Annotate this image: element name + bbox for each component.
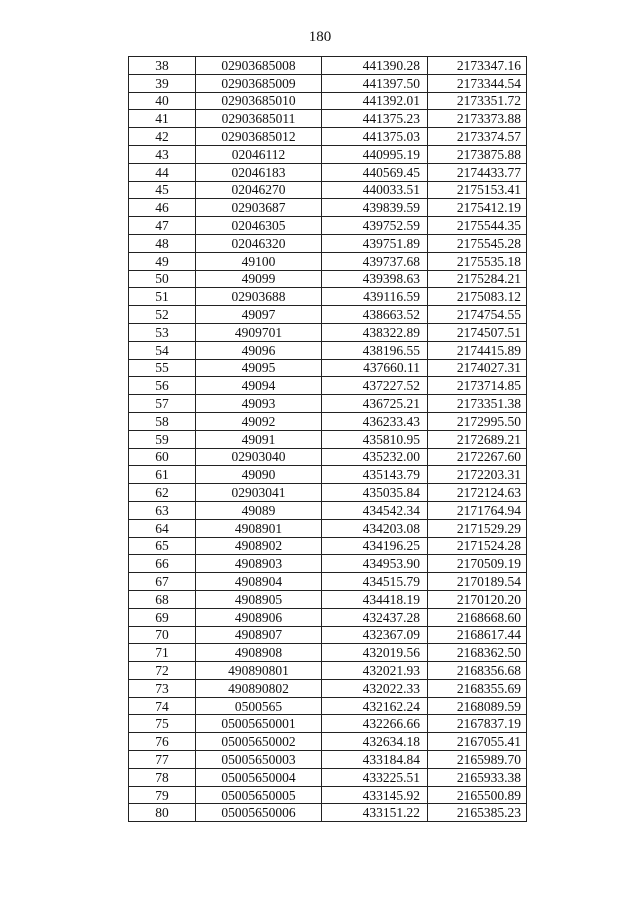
point-code-cell: 02046320 bbox=[196, 234, 322, 252]
table-row bbox=[129, 57, 527, 75]
table-row bbox=[129, 662, 527, 680]
table-row bbox=[129, 323, 527, 341]
point-code-cell: 05005650006 bbox=[196, 804, 322, 822]
y-coordinate-cell: 2174415.89 bbox=[428, 341, 527, 359]
row-number-cell: 59 bbox=[129, 430, 196, 448]
point-code-cell: 05005650004 bbox=[196, 768, 322, 786]
x-coordinate-cell: 439737.68 bbox=[322, 252, 428, 270]
row-number-cell: 79 bbox=[129, 786, 196, 804]
point-code-cell: 49097 bbox=[196, 306, 322, 324]
row-number-cell: 80 bbox=[129, 804, 196, 822]
x-coordinate-cell: 433225.51 bbox=[322, 768, 428, 786]
x-coordinate-cell: 439751.89 bbox=[322, 234, 428, 252]
row-number-cell: 67 bbox=[129, 573, 196, 591]
y-coordinate-cell: 2173344.54 bbox=[428, 74, 527, 92]
x-coordinate-cell: 439116.59 bbox=[322, 288, 428, 306]
page-number: 180 bbox=[308, 29, 332, 45]
y-coordinate-cell: 2170120.20 bbox=[428, 590, 527, 608]
y-coordinate-cell: 2165385.23 bbox=[428, 804, 527, 822]
y-coordinate-cell: 2174754.55 bbox=[428, 306, 527, 324]
point-code-cell: 49095 bbox=[196, 359, 322, 377]
y-coordinate-cell: 2175083.12 bbox=[428, 288, 527, 306]
y-coordinate-cell: 2174027.31 bbox=[428, 359, 527, 377]
x-coordinate-cell: 436725.21 bbox=[322, 395, 428, 413]
y-coordinate-cell: 2168668.60 bbox=[428, 608, 527, 626]
x-coordinate-cell: 441390.28 bbox=[322, 57, 428, 75]
point-code-cell: 4909701 bbox=[196, 323, 322, 341]
row-number-cell: 58 bbox=[129, 412, 196, 430]
y-coordinate-cell: 2172995.50 bbox=[428, 412, 527, 430]
point-code-cell: 02903685012 bbox=[196, 128, 322, 146]
x-coordinate-cell: 441397.50 bbox=[322, 74, 428, 92]
x-coordinate-cell: 434418.19 bbox=[322, 590, 428, 608]
row-number-cell: 66 bbox=[129, 555, 196, 573]
row-number-cell: 47 bbox=[129, 217, 196, 235]
row-number-cell: 54 bbox=[129, 341, 196, 359]
row-number-cell: 53 bbox=[129, 323, 196, 341]
table-row bbox=[129, 448, 527, 466]
row-number-cell: 50 bbox=[129, 270, 196, 288]
row-number-cell: 49 bbox=[129, 252, 196, 270]
y-coordinate-cell: 2171764.94 bbox=[428, 501, 527, 519]
x-coordinate-cell: 434196.25 bbox=[322, 537, 428, 555]
x-coordinate-cell: 433151.22 bbox=[322, 804, 428, 822]
x-coordinate-cell: 433145.92 bbox=[322, 786, 428, 804]
table-row bbox=[129, 537, 527, 555]
y-coordinate-cell: 2165989.70 bbox=[428, 751, 527, 769]
x-coordinate-cell: 432634.18 bbox=[322, 733, 428, 751]
row-number-cell: 55 bbox=[129, 359, 196, 377]
table-row bbox=[129, 697, 527, 715]
point-code-cell: 49096 bbox=[196, 341, 322, 359]
row-number-cell: 63 bbox=[129, 501, 196, 519]
point-code-cell: 02903685008 bbox=[196, 57, 322, 75]
row-number-cell: 52 bbox=[129, 306, 196, 324]
y-coordinate-cell: 2168362.50 bbox=[428, 644, 527, 662]
table-row bbox=[129, 306, 527, 324]
y-coordinate-cell: 2173374.57 bbox=[428, 128, 527, 146]
y-coordinate-cell: 2173714.85 bbox=[428, 377, 527, 395]
row-number-cell: 42 bbox=[129, 128, 196, 146]
point-code-cell: 490890802 bbox=[196, 679, 322, 697]
row-number-cell: 51 bbox=[129, 288, 196, 306]
table-row bbox=[129, 163, 527, 181]
y-coordinate-cell: 2172203.31 bbox=[428, 466, 527, 484]
row-number-cell: 39 bbox=[129, 74, 196, 92]
point-code-cell: 02903685010 bbox=[196, 92, 322, 110]
x-coordinate-cell: 432367.09 bbox=[322, 626, 428, 644]
row-number-cell: 57 bbox=[129, 395, 196, 413]
point-code-cell: 4908903 bbox=[196, 555, 322, 573]
table-row bbox=[129, 430, 527, 448]
point-code-cell: 05005650005 bbox=[196, 786, 322, 804]
x-coordinate-cell: 435143.79 bbox=[322, 466, 428, 484]
table-row bbox=[129, 252, 527, 270]
x-coordinate-cell: 435232.00 bbox=[322, 448, 428, 466]
point-code-cell: 4908904 bbox=[196, 573, 322, 591]
point-code-cell: 02903685011 bbox=[196, 110, 322, 128]
row-number-cell: 44 bbox=[129, 163, 196, 181]
x-coordinate-cell: 435810.95 bbox=[322, 430, 428, 448]
table-row bbox=[129, 341, 527, 359]
table-row bbox=[129, 377, 527, 395]
coordinates-table bbox=[128, 56, 527, 822]
table-body bbox=[129, 57, 527, 822]
point-code-cell: 4908908 bbox=[196, 644, 322, 662]
point-code-cell: 02903040 bbox=[196, 448, 322, 466]
table-row bbox=[129, 751, 527, 769]
table-row bbox=[129, 519, 527, 537]
y-coordinate-cell: 2172689.21 bbox=[428, 430, 527, 448]
x-coordinate-cell: 439398.63 bbox=[322, 270, 428, 288]
row-number-cell: 69 bbox=[129, 608, 196, 626]
x-coordinate-cell: 432022.33 bbox=[322, 679, 428, 697]
point-code-cell: 4908905 bbox=[196, 590, 322, 608]
point-code-cell: 02046112 bbox=[196, 145, 322, 163]
y-coordinate-cell: 2174507.51 bbox=[428, 323, 527, 341]
row-number-cell: 78 bbox=[129, 768, 196, 786]
point-code-cell: 02903041 bbox=[196, 484, 322, 502]
x-coordinate-cell: 439839.59 bbox=[322, 199, 428, 217]
x-coordinate-cell: 432021.93 bbox=[322, 662, 428, 680]
point-code-cell: 4908902 bbox=[196, 537, 322, 555]
y-coordinate-cell: 2170509.19 bbox=[428, 555, 527, 573]
point-code-cell: 49093 bbox=[196, 395, 322, 413]
x-coordinate-cell: 436233.43 bbox=[322, 412, 428, 430]
point-code-cell: 49094 bbox=[196, 377, 322, 395]
point-code-cell: 0500565 bbox=[196, 697, 322, 715]
row-number-cell: 65 bbox=[129, 537, 196, 555]
y-coordinate-cell: 2171529.29 bbox=[428, 519, 527, 537]
y-coordinate-cell: 2175153.41 bbox=[428, 181, 527, 199]
point-code-cell: 05005650002 bbox=[196, 733, 322, 751]
table-row bbox=[129, 786, 527, 804]
table-row bbox=[129, 412, 527, 430]
y-coordinate-cell: 2173373.88 bbox=[428, 110, 527, 128]
table-row bbox=[129, 288, 527, 306]
x-coordinate-cell: 441375.23 bbox=[322, 110, 428, 128]
y-coordinate-cell: 2174433.77 bbox=[428, 163, 527, 181]
table-row bbox=[129, 74, 527, 92]
row-number-cell: 40 bbox=[129, 92, 196, 110]
y-coordinate-cell: 2175544.35 bbox=[428, 217, 527, 235]
table-row bbox=[129, 270, 527, 288]
table-row bbox=[129, 501, 527, 519]
y-coordinate-cell: 2172267.60 bbox=[428, 448, 527, 466]
table-row bbox=[129, 217, 527, 235]
point-code-cell: 4908901 bbox=[196, 519, 322, 537]
point-code-cell: 4908907 bbox=[196, 626, 322, 644]
y-coordinate-cell: 2173351.38 bbox=[428, 395, 527, 413]
y-coordinate-cell: 2175412.19 bbox=[428, 199, 527, 217]
row-number-cell: 64 bbox=[129, 519, 196, 537]
x-coordinate-cell: 440569.45 bbox=[322, 163, 428, 181]
table-row bbox=[129, 804, 527, 822]
table-row bbox=[129, 234, 527, 252]
row-number-cell: 72 bbox=[129, 662, 196, 680]
table-row bbox=[129, 181, 527, 199]
table-row bbox=[129, 359, 527, 377]
point-code-cell: 02903685009 bbox=[196, 74, 322, 92]
x-coordinate-cell: 439752.59 bbox=[322, 217, 428, 235]
row-number-cell: 60 bbox=[129, 448, 196, 466]
row-number-cell: 74 bbox=[129, 697, 196, 715]
y-coordinate-cell: 2168355.69 bbox=[428, 679, 527, 697]
y-coordinate-cell: 2173875.88 bbox=[428, 145, 527, 163]
point-code-cell: 490890801 bbox=[196, 662, 322, 680]
table-row bbox=[129, 768, 527, 786]
table-row bbox=[129, 128, 527, 146]
x-coordinate-cell: 438322.89 bbox=[322, 323, 428, 341]
row-number-cell: 62 bbox=[129, 484, 196, 502]
y-coordinate-cell: 2171524.28 bbox=[428, 537, 527, 555]
row-number-cell: 76 bbox=[129, 733, 196, 751]
table-row bbox=[129, 199, 527, 217]
x-coordinate-cell: 432019.56 bbox=[322, 644, 428, 662]
y-coordinate-cell: 2168089.59 bbox=[428, 697, 527, 715]
point-code-cell: 49100 bbox=[196, 252, 322, 270]
row-number-cell: 38 bbox=[129, 57, 196, 75]
row-number-cell: 77 bbox=[129, 751, 196, 769]
point-code-cell: 49091 bbox=[196, 430, 322, 448]
row-number-cell: 73 bbox=[129, 679, 196, 697]
point-code-cell: 49089 bbox=[196, 501, 322, 519]
y-coordinate-cell: 2168617.44 bbox=[428, 626, 527, 644]
table-row bbox=[129, 679, 527, 697]
table-row bbox=[129, 608, 527, 626]
table-row bbox=[129, 626, 527, 644]
y-coordinate-cell: 2175545.28 bbox=[428, 234, 527, 252]
x-coordinate-cell: 440033.51 bbox=[322, 181, 428, 199]
y-coordinate-cell: 2165933.38 bbox=[428, 768, 527, 786]
row-number-cell: 70 bbox=[129, 626, 196, 644]
x-coordinate-cell: 437227.52 bbox=[322, 377, 428, 395]
x-coordinate-cell: 438196.55 bbox=[322, 341, 428, 359]
table-row bbox=[129, 715, 527, 733]
x-coordinate-cell: 432266.66 bbox=[322, 715, 428, 733]
table-row bbox=[129, 484, 527, 502]
point-code-cell: 49099 bbox=[196, 270, 322, 288]
row-number-cell: 43 bbox=[129, 145, 196, 163]
point-code-cell: 05005650003 bbox=[196, 751, 322, 769]
point-code-cell: 02046270 bbox=[196, 181, 322, 199]
row-number-cell: 48 bbox=[129, 234, 196, 252]
x-coordinate-cell: 432162.24 bbox=[322, 697, 428, 715]
row-number-cell: 45 bbox=[129, 181, 196, 199]
x-coordinate-cell: 434203.08 bbox=[322, 519, 428, 537]
point-code-cell: 02903688 bbox=[196, 288, 322, 306]
row-number-cell: 75 bbox=[129, 715, 196, 733]
row-number-cell: 61 bbox=[129, 466, 196, 484]
row-number-cell: 56 bbox=[129, 377, 196, 395]
point-code-cell: 02903687 bbox=[196, 199, 322, 217]
y-coordinate-cell: 2170189.54 bbox=[428, 573, 527, 591]
x-coordinate-cell: 435035.84 bbox=[322, 484, 428, 502]
table-row bbox=[129, 733, 527, 751]
x-coordinate-cell: 434953.90 bbox=[322, 555, 428, 573]
point-code-cell: 4908906 bbox=[196, 608, 322, 626]
x-coordinate-cell: 441392.01 bbox=[322, 92, 428, 110]
table-row bbox=[129, 92, 527, 110]
x-coordinate-cell: 438663.52 bbox=[322, 306, 428, 324]
table-row bbox=[129, 466, 527, 484]
point-code-cell: 05005650001 bbox=[196, 715, 322, 733]
table-row bbox=[129, 110, 527, 128]
row-number-cell: 46 bbox=[129, 199, 196, 217]
y-coordinate-cell: 2175284.21 bbox=[428, 270, 527, 288]
point-code-cell: 02046183 bbox=[196, 163, 322, 181]
y-coordinate-cell: 2175535.18 bbox=[428, 252, 527, 270]
y-coordinate-cell: 2173351.72 bbox=[428, 92, 527, 110]
table-row bbox=[129, 145, 527, 163]
row-number-cell: 41 bbox=[129, 110, 196, 128]
y-coordinate-cell: 2165500.89 bbox=[428, 786, 527, 804]
x-coordinate-cell: 432437.28 bbox=[322, 608, 428, 626]
y-coordinate-cell: 2172124.63 bbox=[428, 484, 527, 502]
y-coordinate-cell: 2168356.68 bbox=[428, 662, 527, 680]
point-code-cell: 02046305 bbox=[196, 217, 322, 235]
y-coordinate-cell: 2173347.16 bbox=[428, 57, 527, 75]
x-coordinate-cell: 434542.34 bbox=[322, 501, 428, 519]
x-coordinate-cell: 437660.11 bbox=[322, 359, 428, 377]
table-row bbox=[129, 590, 527, 608]
table-row bbox=[129, 573, 527, 591]
x-coordinate-cell: 433184.84 bbox=[322, 751, 428, 769]
y-coordinate-cell: 2167055.41 bbox=[428, 733, 527, 751]
point-code-cell: 49092 bbox=[196, 412, 322, 430]
table-row bbox=[129, 555, 527, 573]
row-number-cell: 68 bbox=[129, 590, 196, 608]
table-row bbox=[129, 644, 527, 662]
x-coordinate-cell: 434515.79 bbox=[322, 573, 428, 591]
y-coordinate-cell: 2167837.19 bbox=[428, 715, 527, 733]
row-number-cell: 71 bbox=[129, 644, 196, 662]
x-coordinate-cell: 441375.03 bbox=[322, 128, 428, 146]
table-row bbox=[129, 395, 527, 413]
x-coordinate-cell: 440995.19 bbox=[322, 145, 428, 163]
point-code-cell: 49090 bbox=[196, 466, 322, 484]
